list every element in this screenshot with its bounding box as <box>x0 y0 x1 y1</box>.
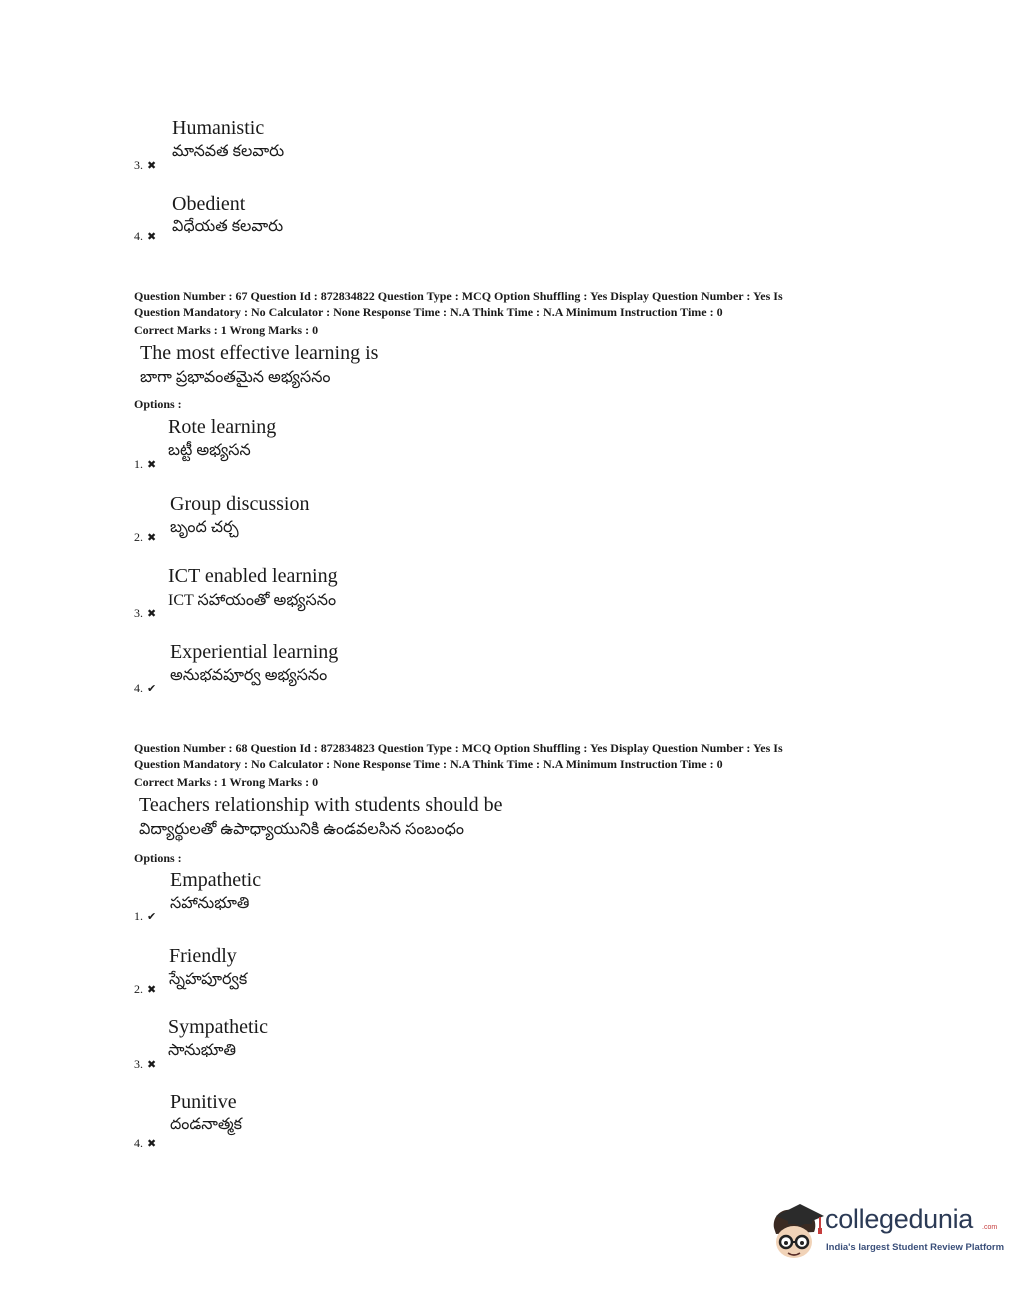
check-mark-icon: ✔ <box>147 683 157 695</box>
wrong-mark-icon: ✖ <box>147 160 157 172</box>
option-text-en: Rote learning <box>168 416 277 438</box>
option-number: 3. ✖ <box>134 158 157 172</box>
question-meta-line: Question Mandatory : No Calculator : None Response Time : N.A Think Time : N.A Minimum Instruction Time : 0 <box>134 757 723 771</box>
logo-domain-suffix: .com <box>982 1224 998 1231</box>
wrong-mark-icon: ✖ <box>147 459 157 471</box>
option-text-en: Sympathetic <box>168 1016 268 1038</box>
option-text-en: Friendly <box>169 945 237 967</box>
option-text-te: బృంద చర్చ <box>170 519 239 536</box>
question-text-en: Teachers relationship with students should be <box>139 794 503 816</box>
logo-tagline: India's largest Student Review Platform <box>826 1242 1005 1253</box>
options-label: Options : <box>134 851 182 865</box>
option-text-en: ICT enabled learning <box>168 565 338 587</box>
option-text-te: సహానుభూతి <box>170 895 250 912</box>
marks-line: Correct Marks : 1 Wrong Marks : 0 <box>134 775 319 789</box>
check-mark-icon: ✔ <box>147 911 157 923</box>
option-text-te: స్నేహపూర్వక <box>169 971 248 988</box>
student-mascot-icon <box>768 1198 826 1268</box>
option-number: 2. ✖ <box>134 530 157 544</box>
option-number: 3. ✖ <box>134 1057 157 1071</box>
wrong-mark-icon: ✖ <box>147 231 157 243</box>
wrong-mark-icon: ✖ <box>147 532 157 544</box>
option-number: 1. ✔ <box>134 909 157 923</box>
option-text-en: Experiential learning <box>170 641 339 663</box>
option-number: 3. ✖ <box>134 606 157 620</box>
option-number: 2. ✖ <box>134 982 157 996</box>
question-meta-line: Question Mandatory : No Calculator : None Response Time : N.A Think Time : N.A Minimum Instruction Time : 0 <box>134 305 723 319</box>
option-number: 1. ✖ <box>134 457 157 471</box>
marks-line: Correct Marks : 1 Wrong Marks : 0 <box>134 323 319 337</box>
option-text-te: మానవత కలవారు <box>172 143 285 160</box>
option-number: 4. ✖ <box>134 229 157 243</box>
wrong-mark-icon: ✖ <box>147 1059 157 1071</box>
question-meta-line: Question Number : 67 Question Id : 872834822 Question Type : MCQ Option Shuffling : Yes Display Question Number : Yes Is <box>134 289 783 303</box>
option-text-te: అనుభవపూర్వ అభ్యసనం <box>170 667 328 684</box>
option-text-en: Humanistic <box>172 117 265 139</box>
question-text-te: విద్యార్థులతో ఉపాధ్యాయునికి ఉండవలసిన సంబంధం <box>139 821 465 838</box>
option-text-en: Empathetic <box>170 869 262 891</box>
question-meta-line: Question Number : 68 Question Id : 872834823 Question Type : MCQ Option Shuffling : Yes Display Question Number : Yes Is <box>134 741 783 755</box>
option-text-en: Obedient <box>172 193 246 215</box>
options-label: Options : <box>134 397 182 411</box>
option-text-en: Group discussion <box>170 493 310 515</box>
option-text-te: ICT సహాయంతో అభ్యసనం <box>168 592 337 609</box>
option-number: 4. ✔ <box>134 681 157 695</box>
option-text-te: బట్టీ అభ్యసన <box>168 442 251 459</box>
wrong-mark-icon: ✖ <box>147 608 157 620</box>
question-text-te: బాగా ప్రభావంతమైన అభ్యసనం <box>140 369 331 386</box>
logo-name: collegedunia <box>825 1204 974 1234</box>
option-text-te: విధేయత కలవారు <box>172 218 284 235</box>
option-text-te: దండనాత్మక <box>170 1116 243 1133</box>
question-text-en: The most effective learning is <box>140 342 379 364</box>
wrong-mark-icon: ✖ <box>147 1138 157 1150</box>
collegedunia-logo[interactable] <box>768 1198 1005 1270</box>
option-number: 4. ✖ <box>134 1136 157 1150</box>
wrong-mark-icon: ✖ <box>147 984 157 996</box>
option-text-en: Punitive <box>170 1091 237 1113</box>
option-text-te: సానుభూతి <box>168 1042 236 1059</box>
